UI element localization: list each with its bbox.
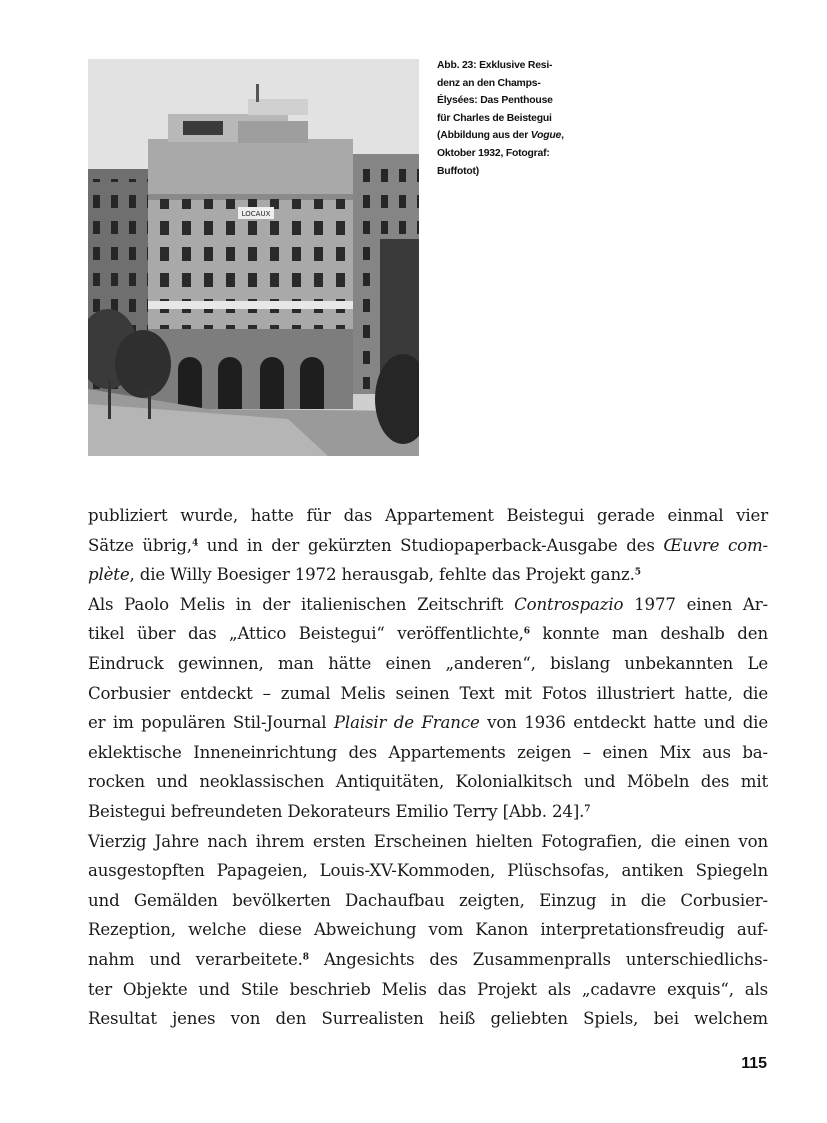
caption-line: denz an den Champs- [437,77,541,89]
text-line: Corbusier entdeckt – zumal Melis seinen Text mit Fotos illustriert hatte, die [88,683,768,703]
figure-caption [437,57,607,180]
text-line: Eindruck gewinnen, man hätte einen „anderen“, bislang unbekannten Le [88,653,768,673]
footnote-ref-4: 4 [191,538,199,549]
text-line [88,560,768,590]
text-line [88,797,768,827]
footnote-ref-7: 7 [584,804,591,815]
text-run: von 1936 entdeckt hatte und die [479,713,768,733]
text-line: publiziert wurde, hatte für das Appartement Beistegui gerade einmal vier [88,506,768,525]
text-line: Rezeption, welche diese Abweichung vom Kanon interpretationsfreudig auf- [88,920,768,940]
caption-line: Buffotot) [437,165,480,177]
text-line [88,619,768,649]
text-run: Sätze übrig, [88,535,192,555]
caption-magazine: Vogue [530,130,562,142]
text-run: Als Paolo Melis in der italienischen Zeitschrift [88,594,515,614]
text-run: er im populären Stil-Journal [88,713,334,733]
title-controspazio: Controspazio [514,594,624,614]
caption-text: (Abbildung aus der [437,130,531,142]
text-run: Beistegui befreundeten Dekorateurs Emilio Terry [Abb. 24]. [88,801,585,821]
text-line: rocken und neoklassischen Antiquitäten, Kolonialkitsch und Möbeln des mit [88,772,768,792]
text-line [88,945,768,975]
text-run: , die Willy Boesiger 1972 herausgab, fehlte das Projekt ganz. [129,565,635,585]
text-line: und Gemälden bevölkerten Dachaufbau zeigten, Einzug in die Corbusier- [88,890,768,910]
caption-line: Élysées: Das Penthouse [437,95,553,107]
text-run: nahm und verarbeitete. [88,949,303,969]
text-run: 1977 einen Ar- [623,594,768,614]
text-line: Resultat jenes von den Surrealisten heiß geliebten Spiels, bei welchem [88,1009,768,1029]
text-run: und in der gekürzten Studiopaperback-Ausgabe des [198,535,664,555]
title-oeuvre: Œuvre com- [663,535,768,555]
text-run: konnte man deshalb den [529,624,768,644]
penthouse-building-image [88,59,419,456]
caption-line: für Charles de Beistegui [437,112,552,124]
text-line: ausgestopften Papageien, Louis-XV-Kommoden, Plüschsofas, antiken Spiegeln [88,861,768,881]
caption-line: Oktober 1932, Fotograf: [437,147,550,159]
body-text [88,501,768,1034]
text-line: eklektische Inneneinrichtung des Appartements zeigen – einen Mix aus ba- [88,742,768,762]
text-run: Angesichts des Zusammenpralls unterschiedlichs- [308,949,768,969]
text-line [88,590,768,620]
text-run: tikel über das „Attico Beistegui“ veröffentlichte, [88,624,524,644]
text-line: Vierzig Jahre nach ihrem ersten Erscheinen hielten Fotografien, die einen von [88,831,768,851]
text-line: ter Objekte und Stile beschrieb Melis das Projekt als „cadavre exquis“, als [88,979,768,999]
caption-line [437,127,607,145]
building-photo [88,59,419,456]
title-oeuvre-end: plète [88,565,130,585]
building-sign: LOCAUX [241,210,271,218]
caption-line: Abb. 23: Exklusive Resi- [437,60,553,71]
text-line [88,531,768,561]
footnote-ref-6: 6 [523,626,530,637]
footnote-ref-5: 5 [634,567,641,578]
page-number: 115 [741,1055,767,1072]
text-line [88,708,768,738]
title-plaisir-de-france: Plaisir de France [333,713,480,733]
caption-comma: , [561,130,564,142]
footnote-ref-8: 8 [302,952,309,963]
